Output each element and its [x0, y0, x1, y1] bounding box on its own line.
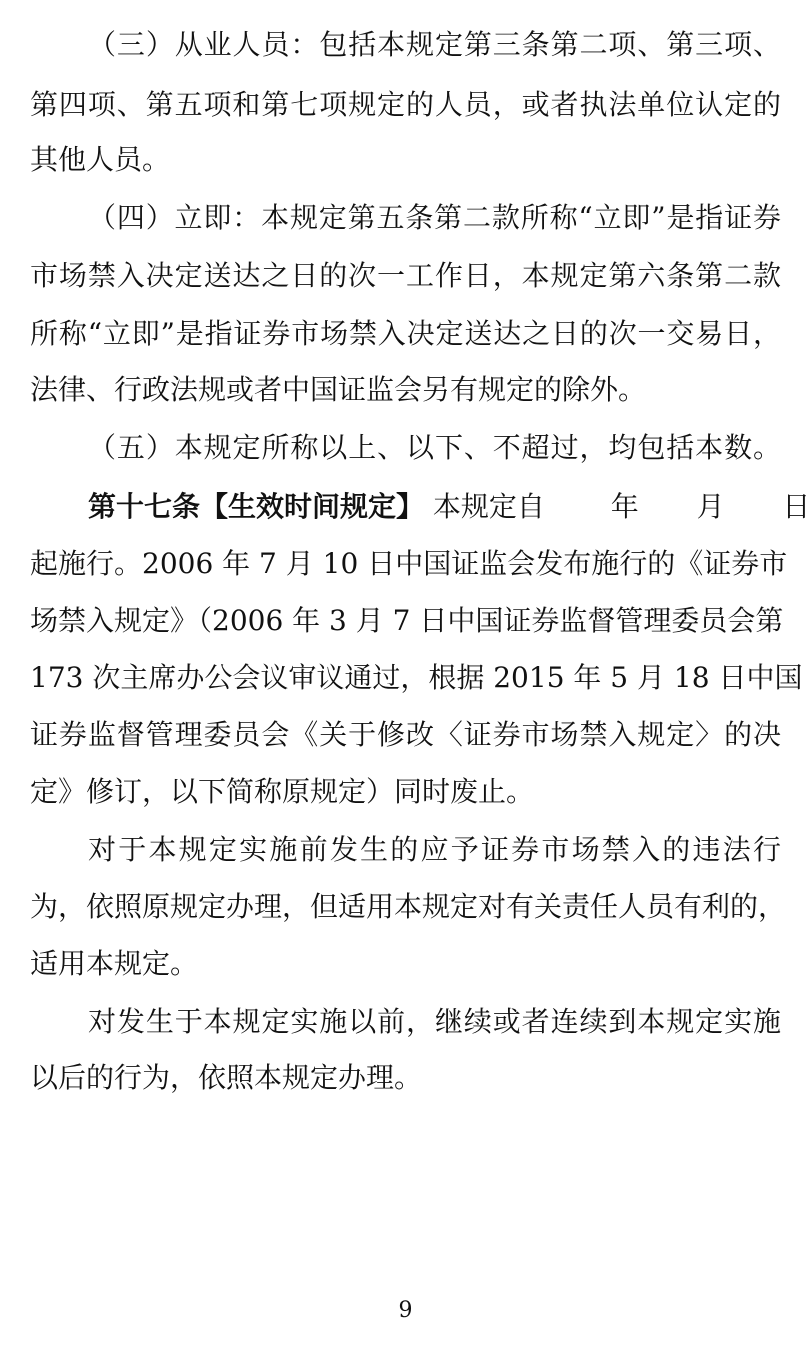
paragraph-line: 法律、行政法规或者中国证监会另有规定的除外。 — [30, 373, 647, 406]
article-text: 本规定自 — [432, 490, 545, 523]
date-month: 月 — [696, 490, 725, 523]
article-17-first-line — [0, 477, 811, 537]
date-day: 日 — [782, 490, 811, 523]
paragraph-line: 证券监督管理委员会《关于修改〈证券市场禁入规定〉的决 — [30, 718, 781, 751]
paragraph-line: （三）从业人员：包括本规定第三条第二项、第三项、 — [88, 28, 781, 61]
paragraph-line: 其他人员。 — [30, 143, 171, 176]
date-year: 年 — [610, 490, 639, 523]
paragraph-line: 173 次主席办公会议审议通过，根据 2015 年 5 月 18 日中国 — [30, 661, 803, 694]
paragraph-line: 对于本规定实施前发生的应予证券市场禁入的违法行 — [88, 833, 781, 866]
paragraph-line: 场禁入规定》（2006 年 3 月 7 日中国证券监督管理委员会第 — [30, 604, 784, 637]
paragraph-line: 适用本规定。 — [30, 947, 199, 980]
page-number: 9 — [398, 1298, 413, 1323]
paragraph-line: 以后的行为，依照本规定办理。 — [30, 1061, 423, 1094]
paragraph-line: 定》修订，以下简称原规定）同时废止。 — [30, 775, 535, 808]
paragraph-line: 起施行。2006 年 7 月 10 日中国证监会发布施行的《证券市 — [30, 547, 788, 580]
paragraph-line: 市场禁入决定送达之日的次一工作日，本规定第六条第二款 — [30, 259, 781, 292]
article-heading: 第十七条【生效时间规定】 — [88, 490, 425, 523]
paragraph-line: 所称“立即”是指证券市场禁入决定送达之日的次一交易日， — [30, 317, 781, 350]
paragraph-line: 第四项、第五项和第七项规定的人员，或者执法单位认定的 — [30, 88, 781, 121]
paragraph-line: （四）立即：本规定第五条第二款所称“立即”是指证券 — [88, 201, 781, 234]
paragraph-line: 对发生于本规定实施以前，继续或者连续到本规定实施 — [88, 1005, 781, 1038]
paragraph-line: 为，依照原规定办理，但适用本规定对有关责任人员有利的， — [30, 890, 787, 923]
paragraph-line: （五）本规定所称以上、以下、不超过，均包括本数。 — [88, 431, 781, 464]
